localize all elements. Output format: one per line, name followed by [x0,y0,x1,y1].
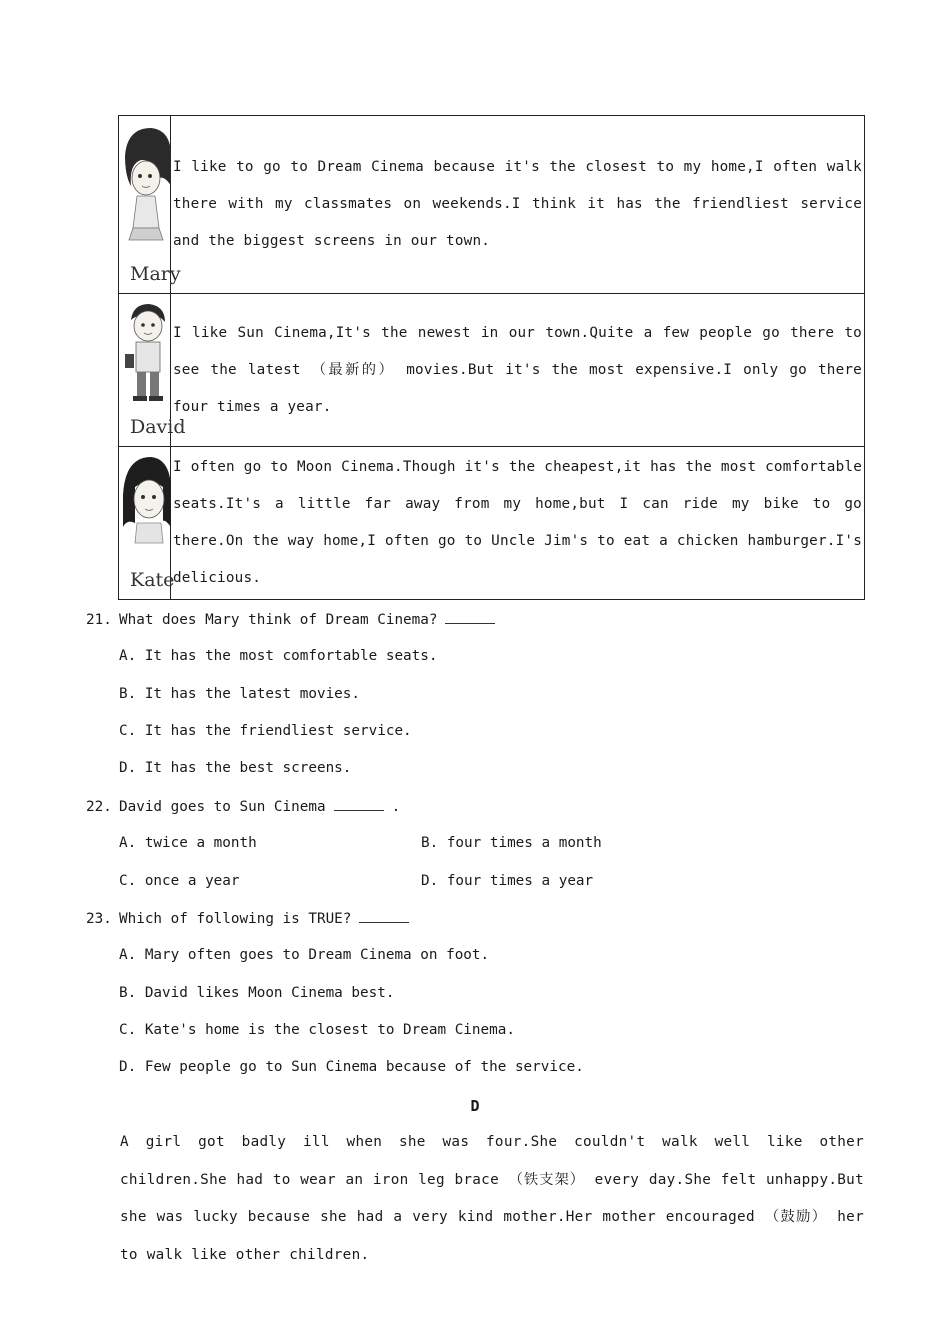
question-23 [86,910,409,927]
table-row-mary [119,116,864,294]
people-table [118,115,865,600]
person-text-mary: I like to go to Dream Cinema because it's the closest to my home,I often walk there with my classmates on weekends.I think it has the friendliest service and the biggest screens in our town. [173,159,862,249]
table-row-david [119,294,864,447]
reading-passage: A girl got badly ill when she was four.She couldn't walk well like other children.She had to wear an iron leg brace （铁支架） every day.She felt unhappy.But she was lucky because she had a very kind mother.Her mother encouraged （鼓励） her to walk like other children. [120,1134,864,1263]
answer-blank[interactable] [445,611,495,624]
avatar-david [119,294,186,446]
option-23-d[interactable]: D. Few people go to Sun Cinema because of the service. [119,1059,584,1075]
answer-blank[interactable] [359,910,409,923]
option-21-c[interactable]: C. It has the friendliest service. [119,723,412,739]
option-23-b[interactable]: B. David likes Moon Cinema best. [119,985,395,1001]
option-22-b[interactable]: B. four times a month [421,835,602,851]
option-22-a[interactable]: A. twice a month [119,835,257,851]
option-23-a[interactable]: A. Mary often goes to Dream Cinema on foot. [119,947,490,963]
option-23-c[interactable]: C. Kate's home is the closest to Dream Cinema. [119,1022,515,1038]
avatar-name-mary: Mary [130,263,181,285]
person-text-david: I like Sun Cinema,It's the newest in our town.Quite a few people go there to see the latest （最新的） movies.But it's the most expensive.I only go there four times a year. [173,324,862,415]
answer-blank[interactable] [334,798,384,811]
question-stem: David goes to Sun Cinema [119,799,326,815]
option-21-d[interactable]: D. It has the best screens. [119,760,352,776]
question-stem: What does Mary think of Dream Cinema? [119,612,438,628]
avatar-mary [119,116,181,293]
avatar-name-david: David [130,416,186,438]
avatar-name-kate: Kate [130,569,175,591]
question-number: 22. [86,799,112,815]
avatar-kate [119,447,175,599]
option-21-a[interactable]: A. It has the most comfortable seats. [119,648,438,664]
option-22-d[interactable]: D. four times a year [421,873,594,889]
question-22 [86,798,400,815]
question-21 [86,611,495,628]
table-row-kate [119,447,864,599]
person-text-kate: I often go to Moon Cinema.Though it's the cheapest,it has the most comfortable seats.It's a little far away from my home,but I can ride my bike to go there.On the way home,I often go to Uncle Jim's to eat a chicken hamburger.I's delicious. [173,459,862,586]
question-stem-end: . [391,799,401,815]
option-22-c[interactable]: C. once a year [119,873,240,889]
section-heading: D [470,1097,480,1115]
question-number: 21. [86,612,112,628]
option-21-b[interactable]: B. It has the latest movies. [119,686,361,702]
question-stem: Which of following is TRUE? [119,911,352,927]
question-number: 23. [86,911,112,927]
